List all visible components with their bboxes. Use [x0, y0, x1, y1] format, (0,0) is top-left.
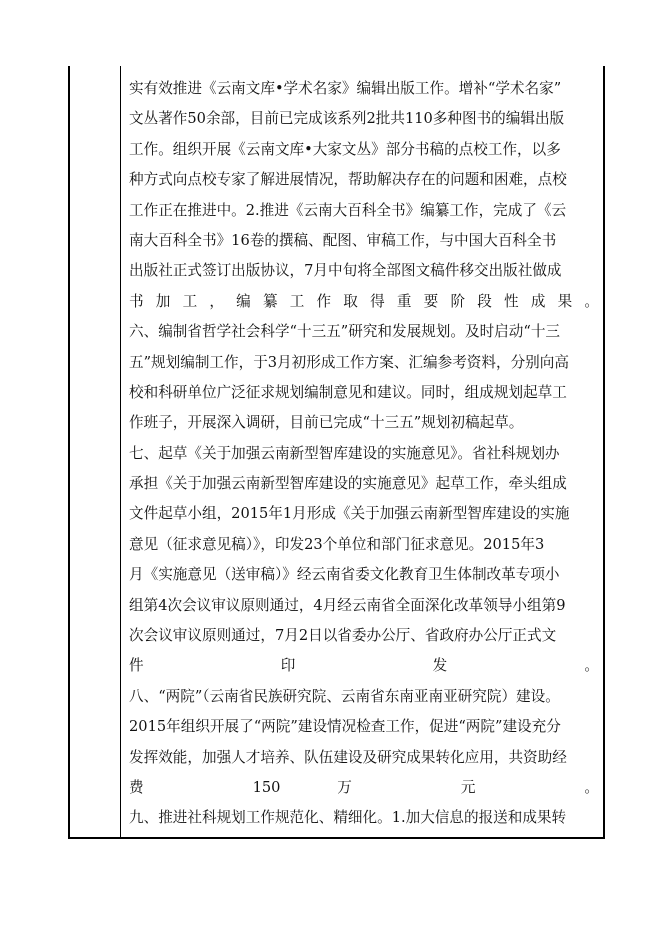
- text-line: 校和科研单位广泛征求规划编制意见和建议。同时，组成规划起草工: [129, 383, 567, 401]
- text-line: 南大百科全书》16卷的撰稿、配图、审稿工作，与中国大百科全书: [129, 231, 557, 249]
- text-line: 作班子，开展深入调研，目前已完成“十三五”规划初稿起草。: [129, 414, 524, 432]
- text-line: 七、起草《关于加强云南新型智库建设的实施意见》。省社科规划办: [129, 444, 560, 462]
- text-line: 书 加 工 ， 编 纂 工 作 取 得 重 要 阶 段 性 成 果 。: [129, 292, 599, 310]
- document-body-text: [129, 74, 599, 834]
- text-line: 种方式向点校专家了解进展情况，帮助解决存在的问题和困难，点校: [129, 171, 567, 189]
- text-line: 出版社正式签订出版协议，7月中旬将全部图文稿件移交出版社做成: [129, 262, 562, 280]
- text-line: 件 印 发 。: [129, 657, 599, 675]
- text-line: 文件起草小组，2015年1月形成《关于加强云南新型智库建设的实施: [129, 505, 570, 523]
- text-line: 五”规划编制工作，于3月初形成工作方案、汇编参考资料，分别向高: [129, 353, 569, 371]
- text-line: 2015年组织开展了“两院”建设情况检查工作，促进“两院”建设充分: [129, 718, 561, 736]
- text-line: 九、推进社科规划工作规范化、精细化。1.加大信息的报送和成果转: [129, 809, 567, 827]
- table-right-border: [603, 66, 605, 839]
- text-line: 月《实施意见（送审稿）》经云南省委文化教育卫生体制改革专项小: [129, 566, 560, 584]
- table-bottom-border: [68, 837, 605, 839]
- text-line: 工作正在推进中。2.推进《云南大百科全书》编纂工作，完成了《云: [129, 201, 567, 219]
- table-left-border: [68, 66, 70, 839]
- text-line: 发挥效能，加强人才培养、队伍建设及研究成果转化应用，共资助经: [129, 748, 567, 766]
- text-line: 组第4次会议审议原则通过，4月经云南省全面深化改革领导小组第9: [129, 596, 566, 614]
- table-column-divider: [120, 66, 121, 839]
- text-line: 实有效推进《云南文库•学术名家》编辑出版工作。增补“学术名家”: [129, 80, 562, 97]
- text-line: 文丛著作50余部，目前已完成该系列2批共110多种图书的编辑出版: [129, 110, 565, 128]
- text-line: 承担《关于加强云南新型智库建设的实施意见》起草工作，牵头组成: [129, 475, 567, 493]
- text-line: 次会议审议原则通过，7月2日以省委办公厅、省政府办公厅正式文: [129, 627, 557, 645]
- text-line: 六、编制省哲学社会科学“十三五”研究和发展规划。及时启动“十三: [129, 323, 561, 341]
- text-line: 工作。组织开展《云南文库•大家文丛》部分书稿的点校工作，以多: [129, 140, 561, 158]
- text-line: 意见（征求意见稿）》，印发23个单位和部门征求意见。2015年3: [129, 535, 545, 553]
- text-line: 费 150 万 元 。: [129, 778, 599, 796]
- text-line: 八、“两院”（云南省民族研究院、云南省东南亚南亚研究院）建设。: [129, 687, 560, 705]
